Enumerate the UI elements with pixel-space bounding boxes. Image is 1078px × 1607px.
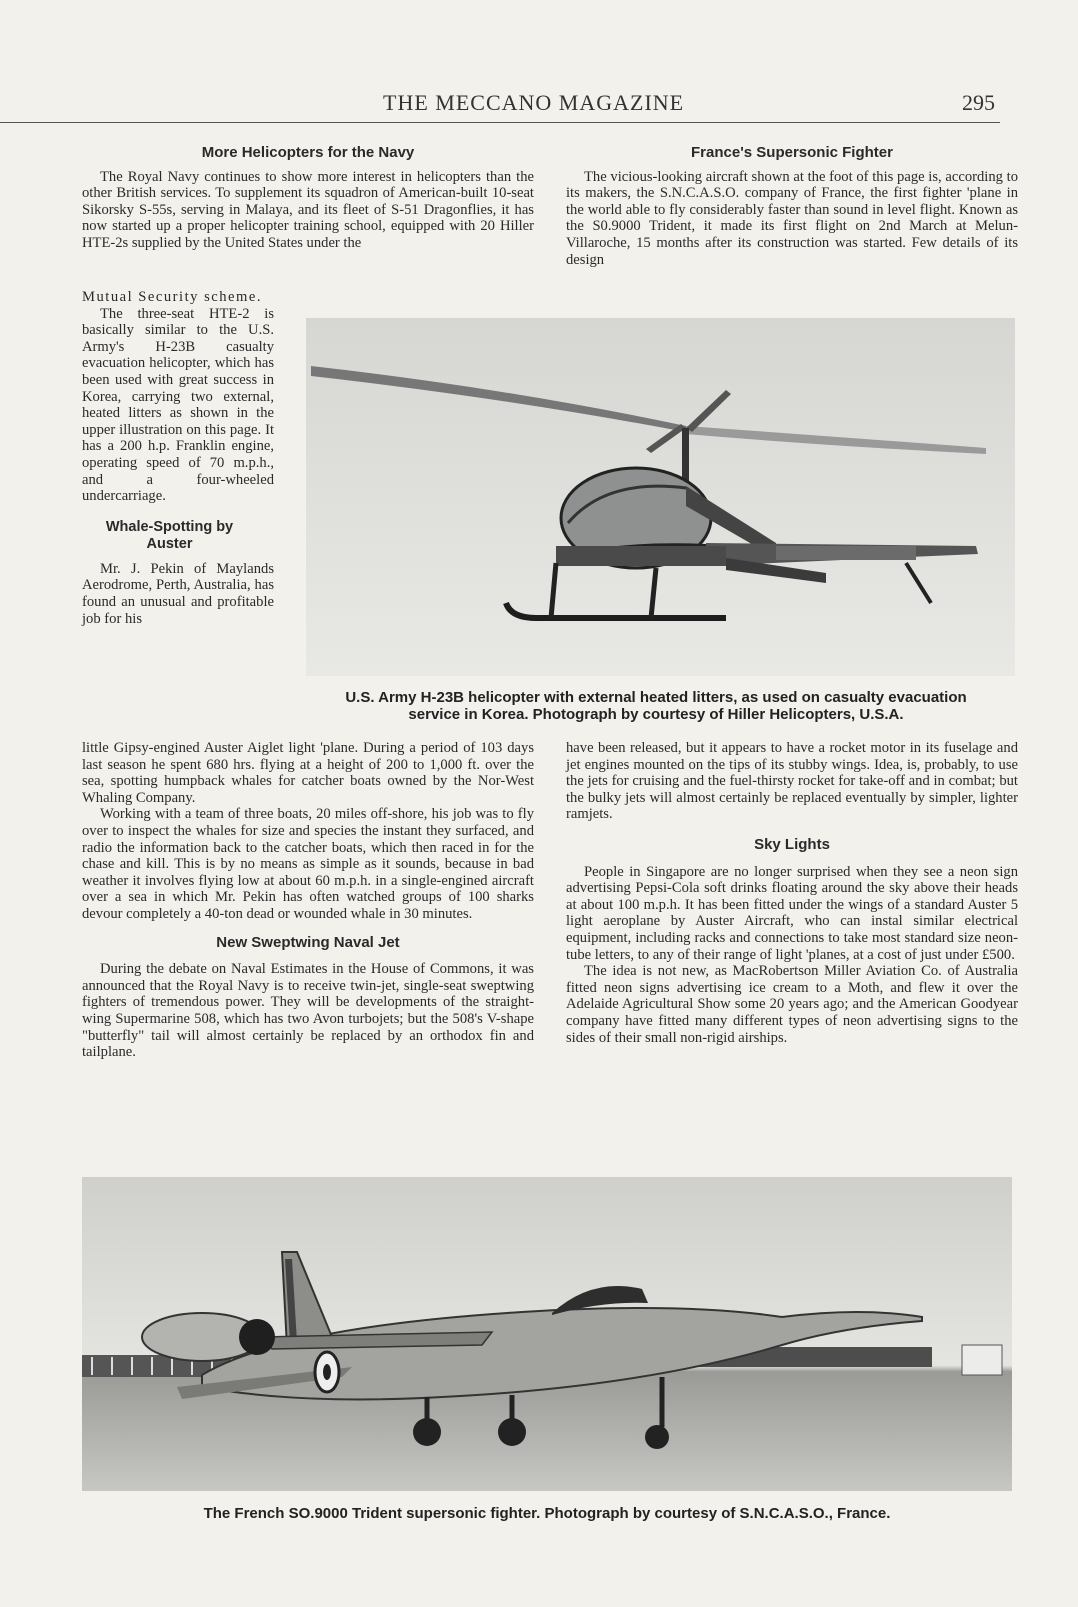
helicopters-paragraph-2: The three-seat HTE-2 is basically similar to the U.S. Army's H-23B casualty evacuation helicopter, which has been used with great success in Korea, carrying two external, heated litters as shown in the upper illustration on this page. It has a 200 h.p. Franklin engine, operating speed of 70 m.p.h., and a four-wheeled undercarriage. bbox=[82, 305, 274, 505]
fighter-paragraph-1: The vicious-looking aircraft shown at the foot of this page is, according to its makers, the S.N.C.A.S.O. company of France, the first fighter 'plane in the world able to fly considerably faster than sound in level flight. Known as the S0.9000 Trident, it made its first flight on 2nd March at Melun-Villaroche, 15 months after its construction was started. Few details of its design bbox=[566, 168, 1018, 268]
helicopter-caption-line-2: service in Korea. Photograph by courtesy of Hiller Helicopters, U.S.A. bbox=[408, 706, 904, 723]
naval-jet-paragraph-1: During the debate on Naval Estimates in the House of Commons, it was announced that the Royal Navy is to receive twin-jet, single-seat sweptwing fighters of tremendous power. They will be developments of the straight-wing Supermarine 508, which has two Avon turbojets; but the 508's V-shape "butterfly" tail will almost certainly be replaced by an orthodox fin and tailplane. bbox=[82, 961, 534, 1061]
whale-paragraph-1-cont: little Gipsy-engined Auster Aiglet light 'plane. During a period of 103 days last season he spent 680 hrs. flying at a height of 200 to 1,000 ft. over the sea, spotting humpback whales for catcher boats owned by the Nor-West Whaling Company. bbox=[82, 740, 534, 806]
whale-paragraph-2: Working with a team of three boats, 20 miles off-shore, his job was to fly over to inspect the whales for size and species the instant they surfaced, and radio the information back to the catcher boats, which then raced in for the chase and kill. This is by no means as simple as it sounds, because in bad weather it involves flying low at about 60 m.p.h. in a single-engined aircraft over a sea in which Mr. Pekin has often watched groups of 100 sharks devour completely a 40-ton dead or wounded whale in 30 minutes. bbox=[82, 806, 534, 922]
fighter-article bbox=[566, 145, 1018, 268]
helicopters-paragraph-1-end: Mutual Security scheme. bbox=[82, 289, 262, 305]
helicopter-caption-line-1: U.S. Army H-23B helicopter with external heated litters, as used on casualty evacuation bbox=[345, 689, 967, 706]
page-number: 295 bbox=[962, 90, 995, 115]
whale-heading: Whale-Spotting by Auster bbox=[105, 518, 234, 552]
trident-photo bbox=[82, 1177, 1012, 1491]
sky-lights-heading: Sky Lights bbox=[754, 835, 830, 853]
helicopter-caption bbox=[296, 689, 1016, 723]
helicopter-photo bbox=[306, 318, 1015, 676]
helicopters-heading: More Helicopters for the Navy bbox=[201, 144, 415, 161]
helicopters-article bbox=[82, 145, 534, 252]
sky-lights-paragraph-1: People in Singapore are no longer surprised when they see a neon sign advertising Pepsi-Cola soft drinks floating around the sky above their heads at about 100 m.p.h. It has been fitted under the wings of a standard Auster 5 light aeroplane by Auster Aircraft, who can instal similar electrical equipment, including racks and connections to take most standard size neon-tube letters, to any of their range of light 'planes, at a cost of just under £500. bbox=[566, 863, 1018, 963]
helicopters-paragraph-1: The Royal Navy continues to show more interest in helicopters than the other British services. To supplement its squadron of American-built 10-seat Sikorsky S-55s, serving in Malaya, and its fleet of S-51 Dragonflies, it has now started up a proper helicopter training school, equipped with 20 Hiller HTE-2s supplied by the United States under the bbox=[82, 168, 534, 251]
trident-caption: The French SO.9000 Trident supersonic fighter. Photograph by courtesy of S.N.C.A.S.O., France. bbox=[203, 1505, 891, 1522]
sky-lights-paragraph-2: The idea is not new, as MacRobertson Miller Aviation Co. of Australia fitted neon signs advertising ice cream to a Moth, and flew it over the Adelaide Agricultural Show some 20 years ago; and the American Goodyear company have fitted many different types of neon advertising signs to the sides of their small non-rigid airships. bbox=[566, 963, 1018, 1046]
fighter-paragraph-1-cont: have been released, but it appears to have a rocket motor in its fuselage and jet engines mounted on the tips of its stubby wings. Idea, is, probably, to use the jets for cruising and the fuel-thirsty rocket for take-off and in combat; but the bulky jets will almost certainly be replaced eventually by simpler, lighter ramjets. bbox=[566, 740, 1018, 823]
magazine-title: THE MECCANO MAGAZINE bbox=[383, 90, 685, 115]
fighter-heading: France's Supersonic Fighter bbox=[691, 144, 893, 161]
whale-article-wide bbox=[82, 740, 534, 1061]
right-column-lower bbox=[566, 740, 1018, 1046]
whale-paragraph-1-narrow: Mr. J. Pekin of Maylands Aerodrome, Perth, Australia, has found an unusual and profitable job for his bbox=[82, 560, 274, 627]
helicopters-article-narrow bbox=[82, 289, 274, 627]
running-head bbox=[0, 88, 1000, 123]
naval-jet-heading: New Sweptwing Naval Jet bbox=[216, 933, 400, 951]
